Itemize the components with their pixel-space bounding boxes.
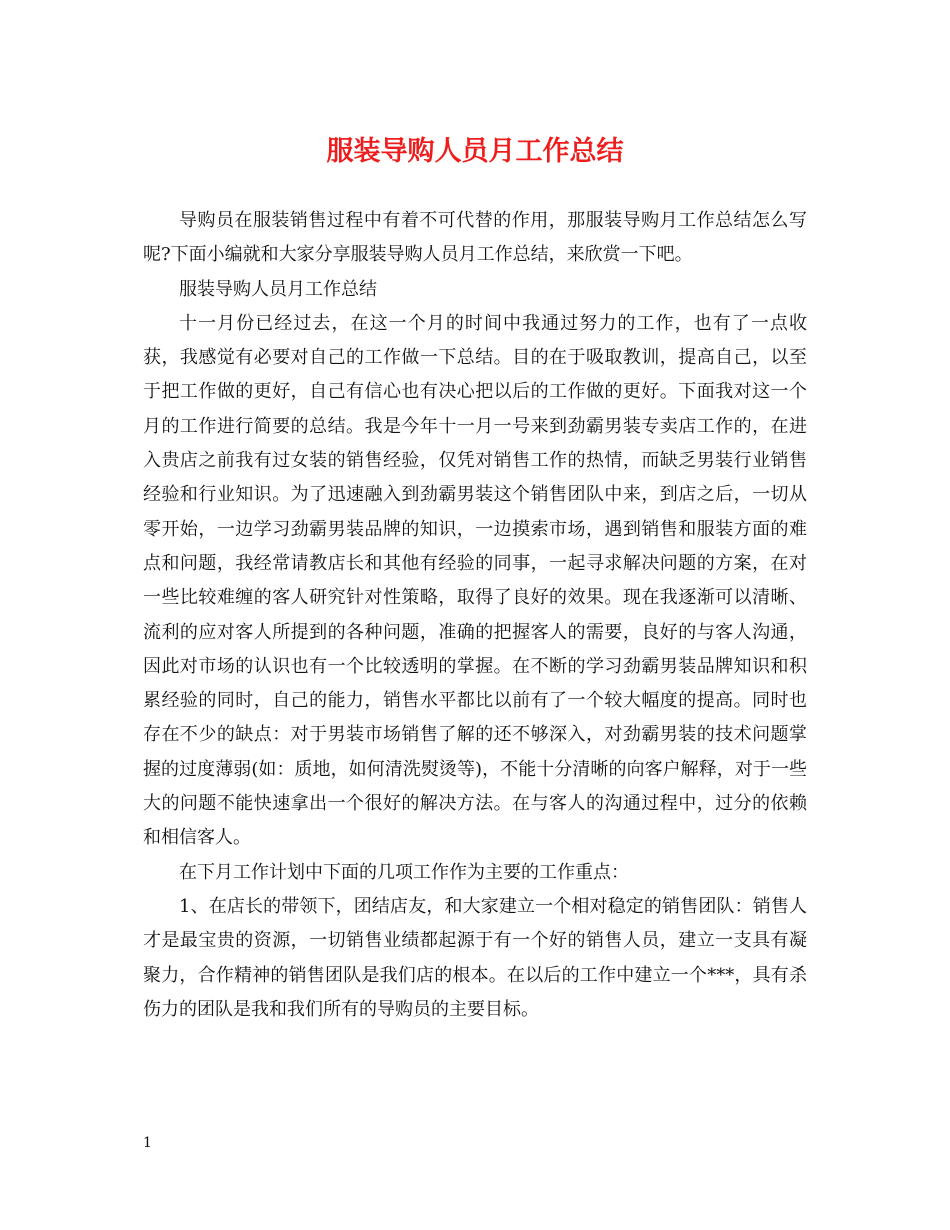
paragraph-subheading: 服装导购人员月工作总结: [179, 278, 377, 300]
paragraph-intro: 导购员在服装销售过程中有着不可代替的作用，那服装导购月工作总结怎么写呢?下面小编就和大家分享服装导购人员月工作总结，来欣赏一下吧。: [143, 210, 807, 266]
document-title: 服装导购人员月工作总结: [326, 136, 624, 167]
paragraph-main: 十一月份已经过去，在这一个月的时间中我通过努力的工作，也有了一点收获，我感觉有必要对自己的工作做一下总结。目的在于吸取教训，提高自己，以至于把工作做的更好，自己有信心也有决心把以后的工作做的更好。下面我对这一个月的工作进行简要的总结。我是今年十一月一号来到劲霸男装专卖店工作的，在进入贵店之前我有过女装的销售经验，仅凭对销售工作的热情，而缺乏男装行业销售经验和行业知识。为了迅速融入到劲霸男装这个销售团队中来，到店之后，一切从零开始，一边学习劲霸男装品牌的知识，一边摸索市场，遇到销售和服装方面的难点和问题，我经常请教店长和其他有经验的同事，一起寻求解决问题的方案，在对一些比较难缠的客人研究针对性策略，取得了良好的效果。现在我逐渐可以清晰、流利的应对客人所提到的各种问题，准确的把握客人的需要，良好的与客人沟通，因此对市场的认识也有一个比较透明的掌握。在不断的学习劲霸男装品牌知识和积累经验的同时，自己的能力，销售水平都比以前有了一个较大幅度的提高。同时也存在不少的缺点：对于男装市场销售了解的还不够深入，对劲霸男装的技术问题掌握的过度薄弱(如：质地，如何清洗熨烫等)，不能十分清晰的向客户解释，对于一些大的问题不能快速拿出一个很好的解决方法。在与客人的沟通过程中，过分的依赖和相信客人。: [143, 312, 807, 849]
page-number: 1: [143, 1135, 152, 1151]
paragraph-plan-item-1: 1、在店长的带领下，团结店友，和大家建立一个相对稳定的销售团队：销售人才是最宝贵的资源，一切销售业绩都起源于有一个好的销售人员，建立一支具有凝聚力，合作精神的销售团队是我们店的根本。在以后的工作中建立一个***，具有杀伤力的团队是我和我们所有的导购员的主要目标。: [143, 895, 807, 1020]
paragraph-plan-intro: 在下月工作计划中下面的几项工作作为主要的工作重点：: [179, 861, 629, 883]
document-body: [143, 204, 807, 1027]
